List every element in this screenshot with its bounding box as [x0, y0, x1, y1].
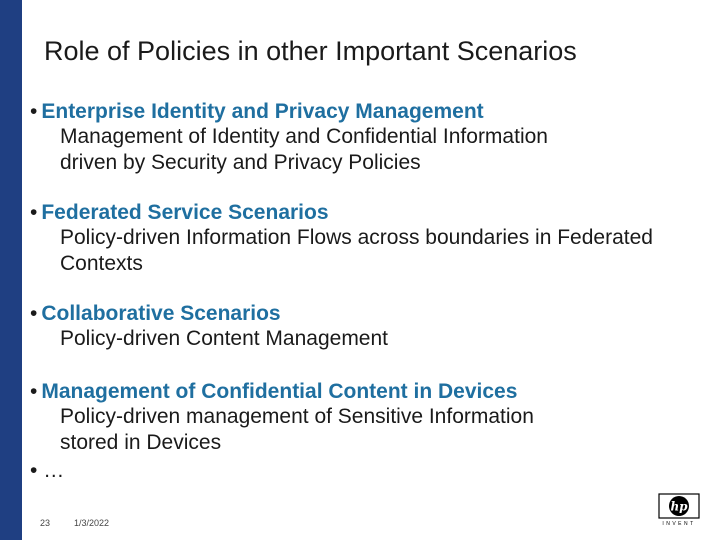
- bullet-heading: Federated Service Scenarios: [41, 201, 329, 224]
- page-number: 23: [40, 518, 51, 528]
- bullet-heading: Enterprise Identity and Privacy Management: [41, 100, 484, 123]
- hp-logo-text: hp: [670, 499, 688, 514]
- ellipsis-text: …: [43, 459, 65, 482]
- accent-bar: [0, 0, 22, 540]
- bullet-item: [30, 302, 388, 352]
- bullet-item: [30, 380, 534, 456]
- bullet-description: Management of Identity and Confidential Information: [60, 125, 548, 148]
- hp-logo-subtext: INVENT: [662, 521, 696, 527]
- bullet-item: [30, 201, 653, 277]
- bullet-description: Policy-driven Information Flows across boundaries in Federated: [60, 226, 653, 249]
- bullet-description: stored in Devices: [60, 431, 222, 454]
- bullet-marker: •: [30, 100, 38, 123]
- bullet-description: Policy-driven management of Sensitive Information: [60, 405, 534, 428]
- footer-date: 1/3/2022: [74, 518, 110, 528]
- bullet-marker: •: [30, 302, 38, 325]
- bullet-heading: Collaborative Scenarios: [41, 302, 281, 325]
- bullet-marker: •: [30, 459, 38, 482]
- hp-logo: [657, 493, 701, 527]
- bullet-description: Policy-driven Content Management: [60, 327, 389, 350]
- bullet-item: [30, 100, 548, 176]
- bullet-marker: •: [30, 201, 38, 224]
- slide-title: Role of Policies in other Important Scenarios: [44, 36, 577, 66]
- bullet-marker: •: [30, 380, 38, 403]
- bullet-description: driven by Security and Privacy Policies: [60, 151, 421, 174]
- bullet-heading: Management of Confidential Content in Devices: [41, 380, 518, 403]
- bullet-description: Contexts: [60, 252, 143, 275]
- bullet-item-ellipsis: [30, 459, 64, 483]
